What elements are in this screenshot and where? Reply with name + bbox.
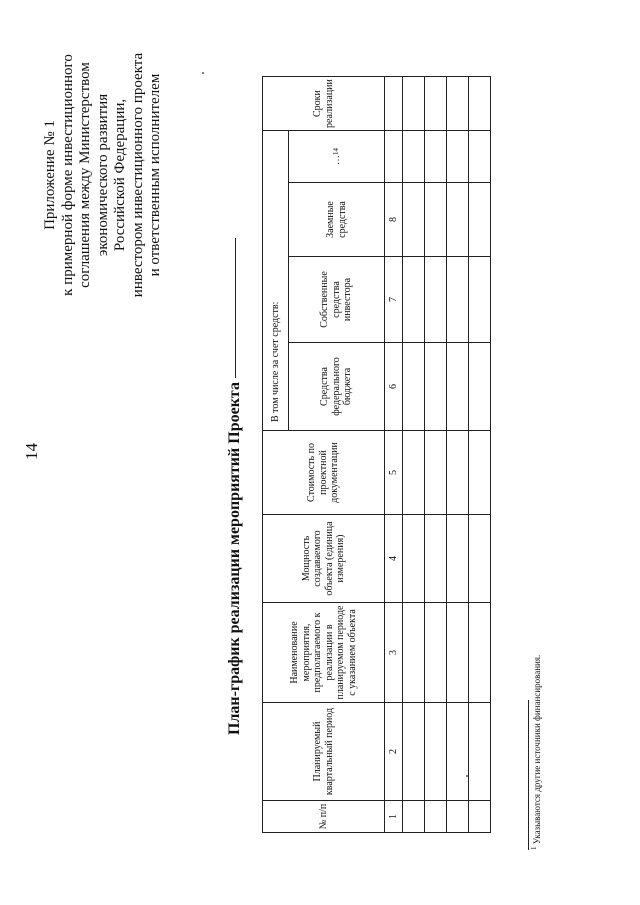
table-cell: [403, 431, 425, 515]
header-terms: Сроки реализации: [263, 77, 385, 131]
table-cell: [425, 343, 447, 431]
table-cell: [403, 801, 425, 833]
document-title: [226, 238, 244, 735]
table-row: [425, 77, 447, 833]
scan-speck: [202, 72, 204, 74]
table-cell: [469, 515, 491, 603]
table-cell: [469, 257, 491, 343]
page-number: 14: [22, 443, 41, 460]
table-cell: [447, 801, 469, 833]
col-number: [385, 131, 403, 183]
col-number: 5: [385, 431, 403, 515]
footnote-mark: 1: [530, 846, 538, 850]
header-period: Планируемый квартальный период: [263, 703, 385, 801]
table-cell: [469, 801, 491, 833]
header-borrowed: Заемные средства: [289, 183, 385, 257]
appendix-note: [42, 20, 165, 330]
table-cell: [403, 603, 425, 703]
header-including: В том числе за счет средств:: [263, 131, 289, 431]
table-row-numbers: [385, 77, 403, 833]
table-row: [403, 77, 425, 833]
table-cell: [447, 183, 469, 257]
table-cell: [425, 603, 447, 703]
col-number: 7: [385, 257, 403, 343]
table-cell: [403, 343, 425, 431]
table-cell: [403, 131, 425, 183]
table-cell: [403, 703, 425, 801]
col-number: 2: [385, 703, 403, 801]
footnote-text: Указываются другие источники финансирования.: [532, 654, 542, 845]
header-event: Наименование мероприятия, предполагаемого к реализации в планируемом периоде с указанием объекта: [263, 603, 385, 703]
table-cell: [469, 603, 491, 703]
table-cell: [447, 703, 469, 801]
header-federal: Средства федерального бюджета: [289, 343, 385, 431]
table-cell: [403, 77, 425, 131]
table-cell: [469, 431, 491, 515]
table-row: [469, 77, 491, 833]
col-number: [385, 77, 403, 131]
header-own: Собственные средства инвестора: [289, 257, 385, 343]
appendix-line: экономического развития: [94, 93, 111, 257]
table-cell: [425, 77, 447, 131]
header-num: № п/п: [263, 801, 385, 833]
title-underline: [235, 238, 236, 378]
table-cell: [447, 77, 469, 131]
col-number: 1: [385, 801, 403, 833]
table-cell: [447, 431, 469, 515]
title-text: План-график реализации мероприятий Проекта: [226, 382, 243, 735]
table-cell: [469, 131, 491, 183]
col-number: 3: [385, 603, 403, 703]
footnote: [530, 655, 542, 850]
table-cell: [447, 343, 469, 431]
appendix-line: Приложение № 1: [42, 120, 58, 230]
table-cell: [403, 183, 425, 257]
table-cell: [425, 431, 447, 515]
table-cell: [425, 801, 447, 833]
appendix-line: Российской Федерации,: [112, 98, 128, 252]
table-cell: [447, 515, 469, 603]
table-cell: [403, 515, 425, 603]
header-cost: Стоимость по проектной документации: [263, 431, 385, 515]
plan-schedule-table: [262, 76, 491, 833]
other-sources-label: …: [330, 155, 342, 165]
table-cell: [447, 257, 469, 343]
table-cell: [447, 603, 469, 703]
footnote-separator: [528, 700, 529, 850]
col-number: 8: [385, 183, 403, 257]
table-cell: [425, 703, 447, 801]
header-other: [289, 131, 385, 183]
table-cell: [425, 257, 447, 343]
appendix-line: соглашения между Министерством: [77, 62, 93, 288]
table-cell: [469, 77, 491, 131]
appendix-line: инвестором инвестиционного проекта: [129, 52, 146, 298]
appendix-line: к примерной форме инвестиционного: [59, 54, 76, 296]
table-cell: [403, 257, 425, 343]
table-cell: [425, 183, 447, 257]
table-cell: [447, 131, 469, 183]
col-number: 4: [385, 515, 403, 603]
table-cell: [425, 131, 447, 183]
scan-speck: [466, 775, 468, 777]
appendix-line: и ответственным исполнителем: [147, 73, 163, 277]
footnote-ref: 14: [331, 148, 340, 155]
table-cell: [469, 183, 491, 257]
table-cell: [469, 703, 491, 801]
col-number: 6: [385, 343, 403, 431]
table-cell: [469, 343, 491, 431]
table-row: [447, 77, 469, 833]
header-capacity: Мощность создаваемого объекта (единица измерения): [263, 515, 385, 603]
table-cell: [425, 515, 447, 603]
